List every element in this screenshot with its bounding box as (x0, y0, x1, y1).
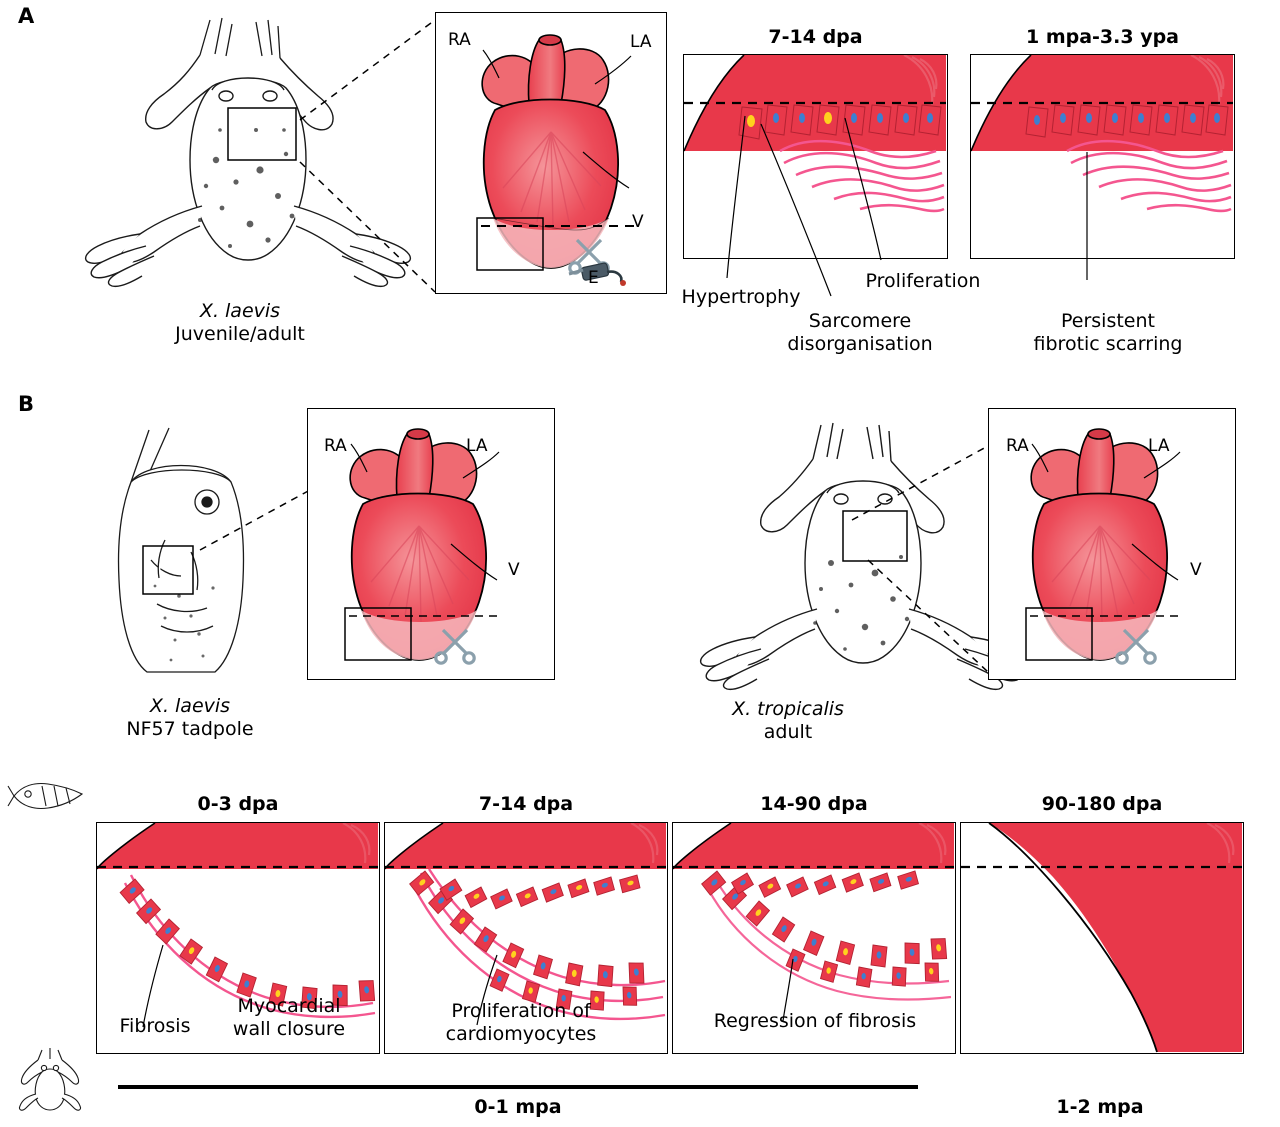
timecourse-box-90-180-dpa (960, 822, 1244, 1054)
annotation-myocardial-wall-closure (204, 995, 374, 1041)
frog-a-stage: Juvenile/adult (175, 322, 305, 345)
heart-a-label-la: LA (630, 32, 652, 52)
range-label-0-1-mpa: 0-1 mpa (474, 1096, 562, 1118)
tadpole-icon-small (8, 770, 88, 822)
timecourse-title-90-180-dpa: 90-180 dpa (1041, 793, 1163, 815)
tadpole-caption (90, 695, 290, 741)
stage-title-1mpa-33ypa-a: 1 mpa-3.3 ypa (1025, 26, 1180, 48)
annotation-fibrosis: Fibrosis (119, 1015, 191, 1037)
frog-icon-small (16, 1048, 84, 1112)
annotation-persistent-line1: Persistent (1061, 310, 1155, 332)
range-bar-0-1-mpa (118, 1085, 918, 1089)
annotation-persistent-line2: fibrotic scarring (1033, 332, 1183, 355)
timecourse-title-14-90-dpa: 14-90 dpa (760, 793, 868, 815)
connector-frog-heart-a (230, 10, 450, 300)
annotation-hypertrophy: Hypertrophy (681, 286, 801, 308)
annotation-sarcomere-disorganisation (770, 310, 950, 356)
heart-b1-label-v: V (508, 560, 520, 580)
heart-b1-label-la: LA (466, 436, 488, 456)
annotation-sarcomere-line2: disorganisation (787, 332, 933, 355)
frog-tropicalis-stage: adult (763, 720, 813, 743)
annotation-regression-of-fibrosis: Regression of fibrosis (713, 1010, 917, 1032)
annotation-proliferation-cardiomyocytes (396, 1000, 646, 1046)
annotation-myocardial-line2: wall closure (232, 1017, 346, 1040)
annotation-prolif-line1: Proliferation of (451, 1000, 591, 1022)
heart-a-label-v: V (632, 212, 644, 232)
heart-b2-label-ra: RA (1006, 436, 1029, 456)
heart-b2-label-v: V (1190, 560, 1202, 580)
range-label-1-2-mpa: 1-2 mpa (1056, 1096, 1144, 1118)
tadpole-stage: NF57 tadpole (126, 717, 254, 740)
annotation-proliferation: Proliferation (865, 270, 981, 292)
heart-a-label-e: E (588, 268, 599, 288)
annotation-myocardial-line1: Myocardial (237, 995, 341, 1017)
frog-tropicalis-species: X. tropicalis (732, 698, 844, 720)
stage-title-7-14-dpa-a: 7-14 dpa (768, 26, 863, 48)
annotation-sarcomere-line1: Sarcomere (808, 310, 912, 332)
heart-a-label-ra: RA (448, 30, 471, 50)
panel-a-letter: A (18, 4, 35, 28)
timecourse-title-0-3-dpa: 0-3 dpa (197, 793, 279, 815)
frog-tropicalis-caption (658, 698, 918, 744)
annotation-persistent-fibrotic-scarring (1008, 310, 1208, 356)
frog-a-species: X. laevis (199, 300, 281, 322)
tadpole-species: X. laevis (149, 695, 231, 717)
annotation-prolif-line2: cardiomyocytes (445, 1022, 597, 1045)
heart-b2-label-la: LA (1148, 436, 1170, 456)
frog-a-caption (140, 300, 340, 346)
panel-b-letter: B (18, 392, 35, 416)
heart-b1-label-ra: RA (324, 436, 347, 456)
timecourse-title-7-14-dpa: 7-14 dpa (478, 793, 574, 815)
heart-illustration-a (435, 12, 667, 294)
